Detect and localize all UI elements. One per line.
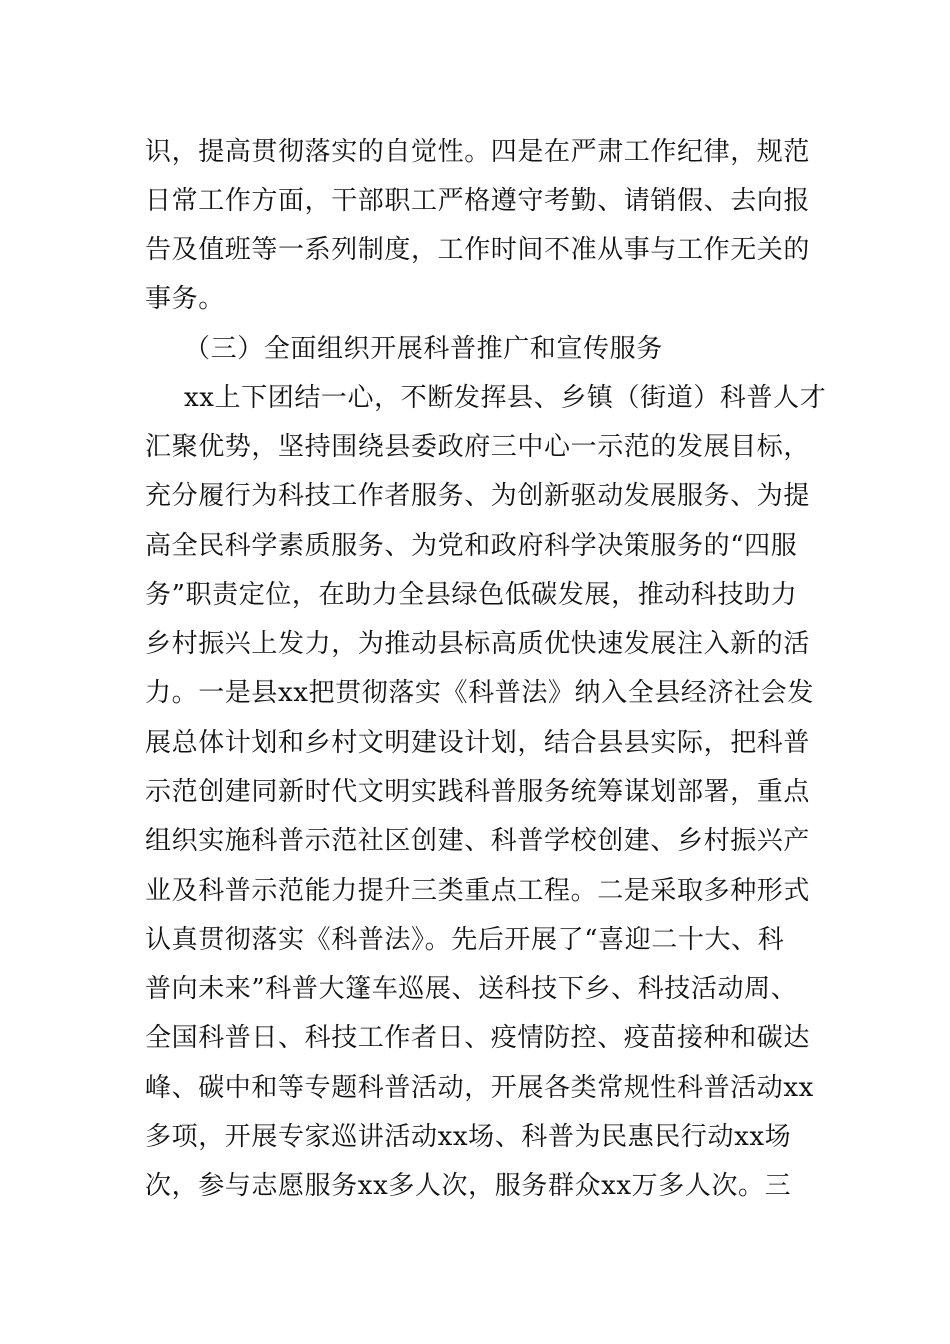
- text-line: 识，提高贯彻落实的自觉性。四是在严肃工作纪律，规范: [145, 137, 811, 167]
- section-heading: （三）全面组织开展科普推广和宣传服务: [184, 334, 663, 364]
- text-line: 充分履行为科技工作者服务、为创新驱动发展服务、为提: [145, 481, 811, 511]
- text-line: 力。一是县xx把贯彻落实《科普法》纳入全县经济社会发: [145, 678, 814, 708]
- text-line: 业及科普示范能力提升三类重点工程。二是采取多种形式: [145, 876, 811, 906]
- text-line: 普向未来”科普大篷车巡展、送科技下乡、科技活动周、: [145, 974, 798, 1004]
- text-line: 展总体计划和乡村文明建设计划，结合县县实际，把科普: [145, 728, 811, 758]
- text-line: 日常工作方面，干部职工严格遵守考勤、请销假、去向报: [145, 186, 811, 216]
- text-line: 告及值班等一系列制度，工作时间不准从事与工作无关的: [145, 235, 811, 265]
- text-line: 事务。: [145, 284, 225, 314]
- text-line: 次，参与志愿服务xx多人次，服务群众xx万多人次。三: [145, 1171, 792, 1201]
- text-line: 组织实施科普示范社区创建、科普学校创建、乡村振兴产: [145, 826, 811, 856]
- paragraph-first-line: xx上下团结一心，不断发挥县、乡镇（街道）科普人才: [184, 383, 827, 413]
- text-line: 全国科普日、科技工作者日、疫情防控、疫苗接种和碳达: [145, 1023, 811, 1053]
- text-line: 多项，开展专家巡讲活动xx场、科普为民惠民行动xx场: [145, 1122, 792, 1152]
- text-line: 高全民科学素质服务、为党和政府科学决策服务的“四服: [145, 531, 798, 561]
- text-line: 峰、碳中和等专题科普活动，开展各类常规性科普活动xx: [145, 1073, 814, 1103]
- text-line: 汇聚优势，坚持围绕县委政府三中心一示范的发展目标，: [145, 432, 811, 462]
- text-line: 示范创建同新时代文明实践科普服务统筹谋划部署，重点: [145, 777, 811, 807]
- text-line: 认真贯彻落实《科普法》。先后开展了“喜迎二十大、科: [145, 925, 785, 955]
- text-line: 乡村振兴上发力，为推动县标高质优快速发展注入新的活: [145, 629, 811, 659]
- text-line: 务”职责定位，在助力全县绿色低碳发展，推动科技助力: [145, 580, 798, 610]
